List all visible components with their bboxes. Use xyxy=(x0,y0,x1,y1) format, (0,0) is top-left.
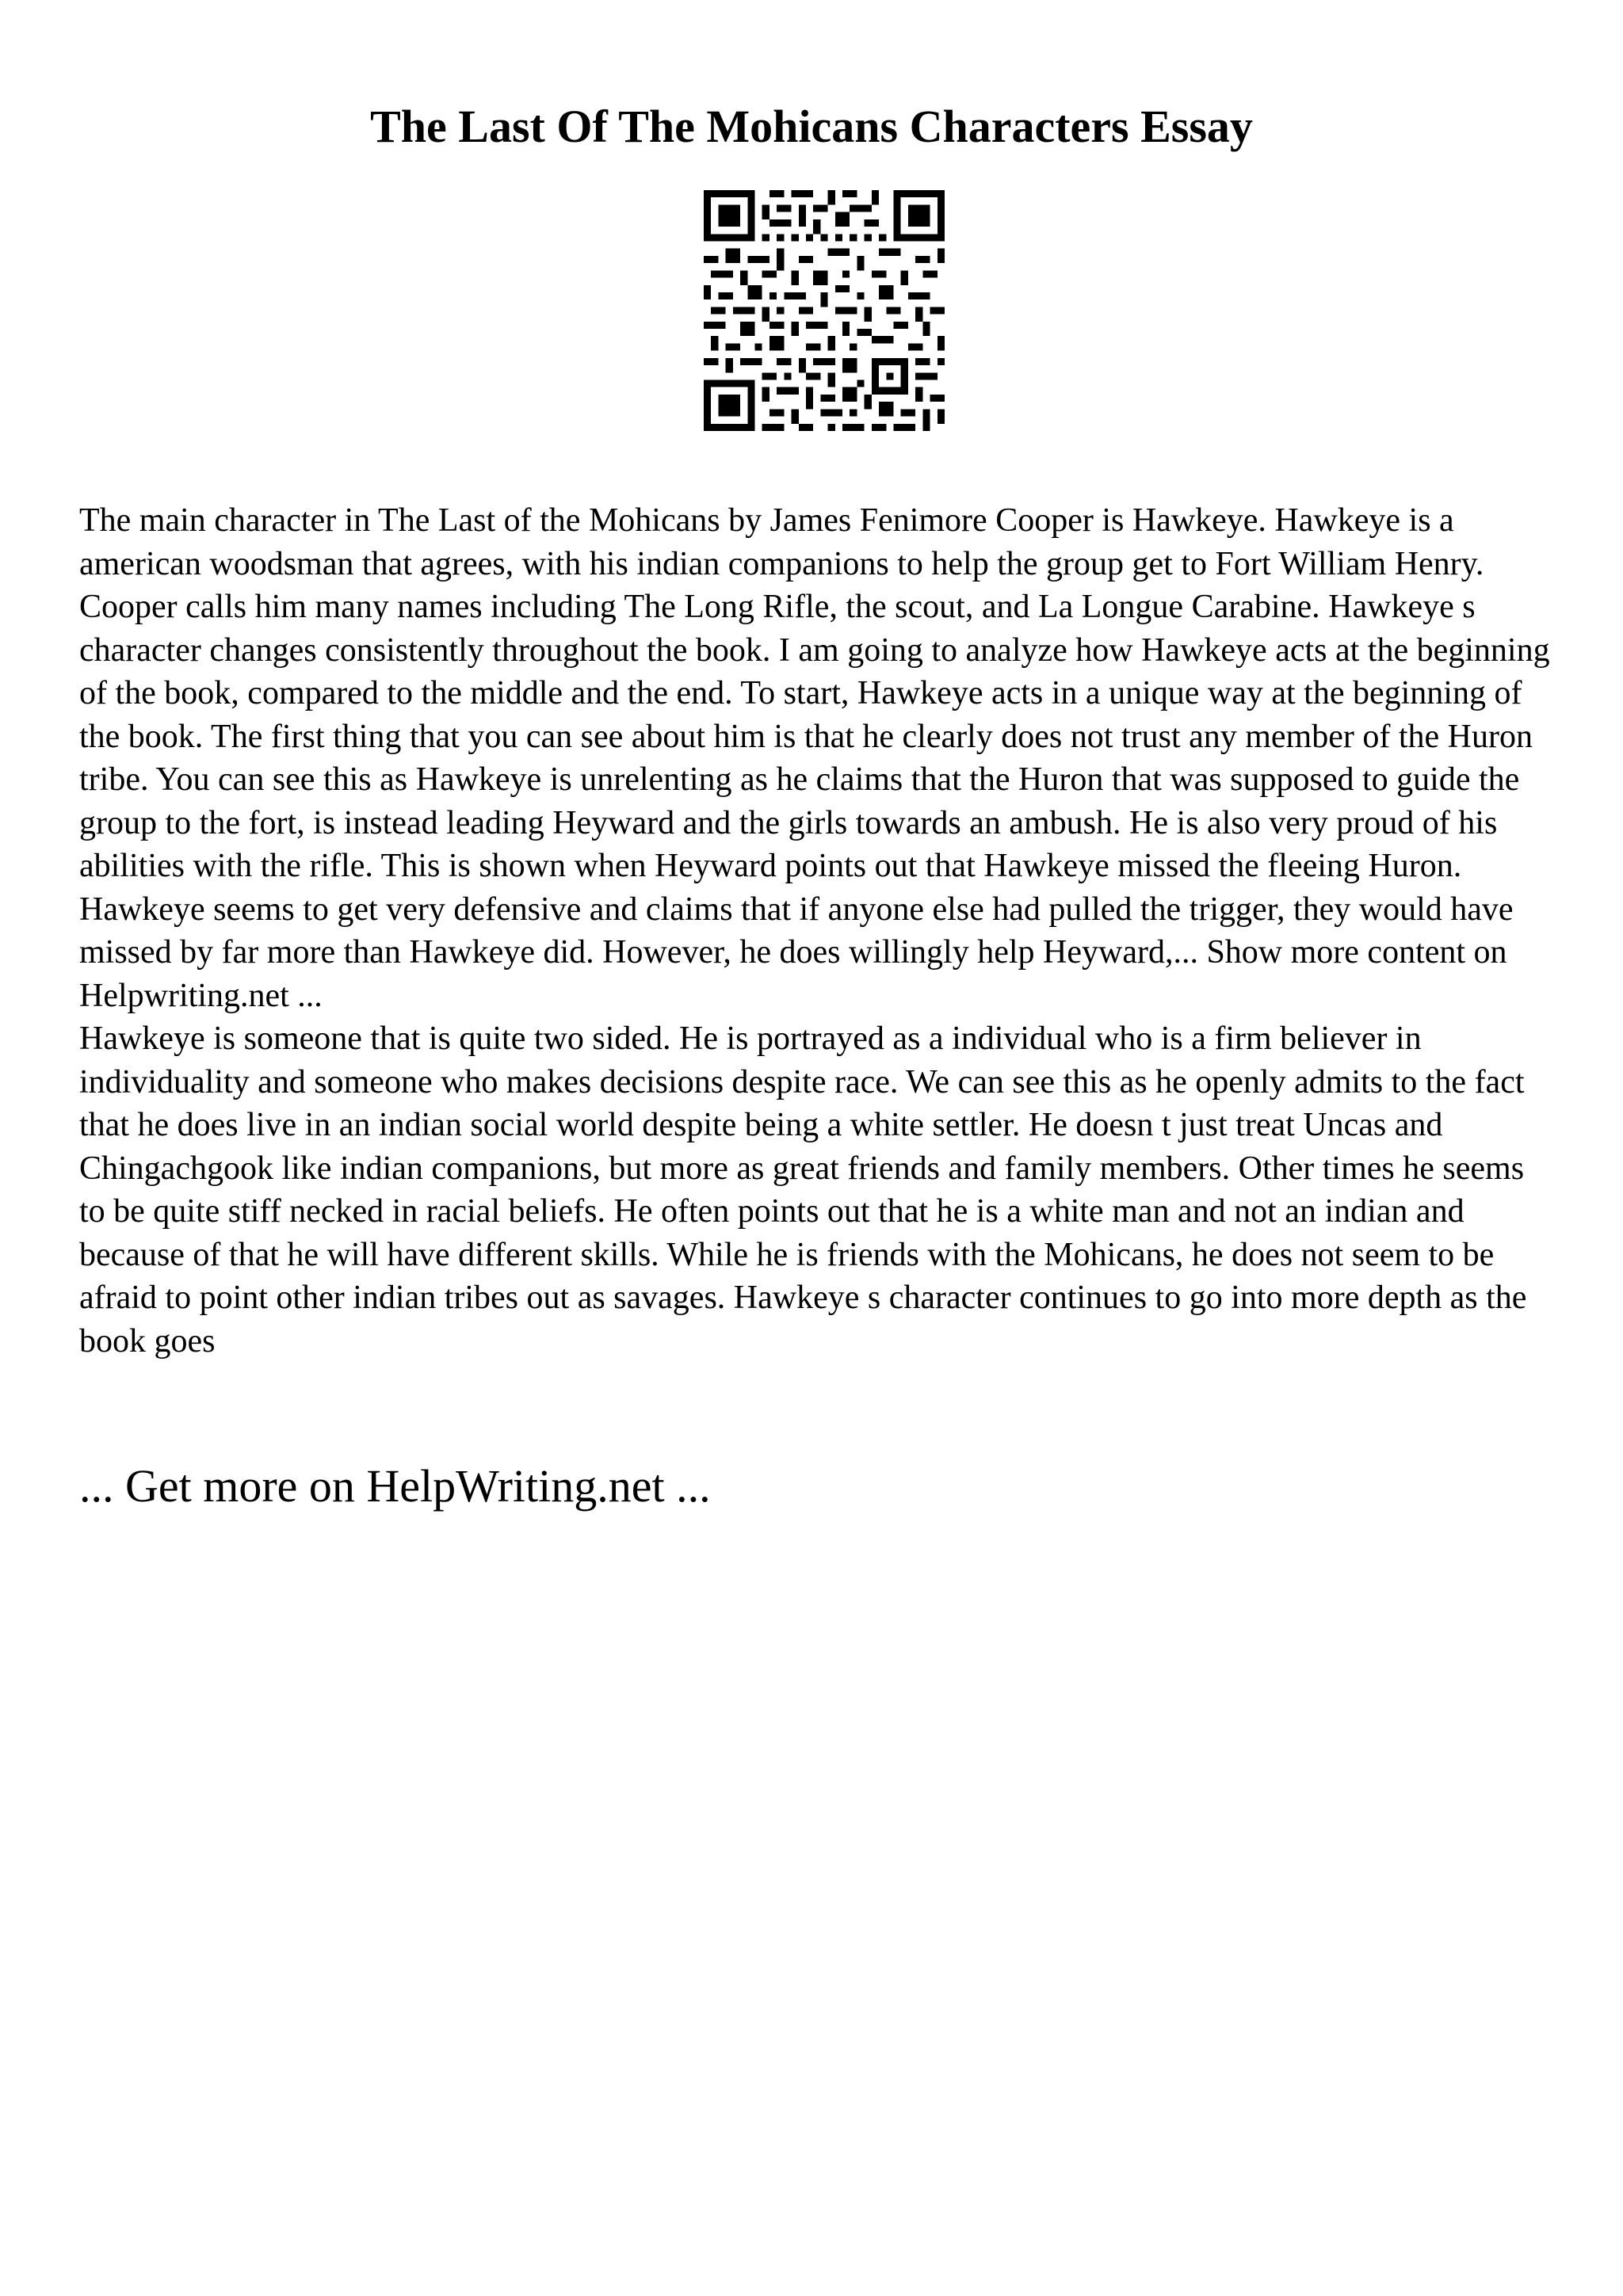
qr-code-icon[interactable] xyxy=(704,190,945,431)
document-title: The Last Of The Mohicans Characters Essay xyxy=(370,101,1253,152)
essay-paragraph-1: The main character in The Last of the Mohicans by James Fenimore Cooper is Hawkeye. Hawkeye is a american woodsman that agrees, with his indian companions to help the group get to Fort William Henry. Cooper calls him many names including The Long Rifle, the scout, and La Longue Carabine. Hawkeye s character changes consistently throughout the book. I am going to analyze how Hawkeye acts at the beginning of the book, compared to the middle and the end. To start, Hawkeye acts in a unique way at the beginning of the book. The first thing that you can see about him is that he clearly does not trust any member of the Huron tribe. You can see this as Hawkeye is unrelenting as he claims that the Huron that was supposed to guide the group to the fort, is instead leading Heyward and the girls towards an ambush. He is also very proud of his abilities with the rifle. This is shown when Heyward points out that Hawkeye missed the fleeing Huron. Hawkeye seems to get very defensive and claims that if anyone else had pulled the trigger, they would have missed by far more than Hawkeye did. However, he does willingly help Heyward,... Show more content on Helpwriting.net ... xyxy=(79,502,1550,1014)
qr-code-graphic xyxy=(704,190,945,431)
essay-paragraph-2: Hawkeye is someone that is quite two sided. He is portrayed as a individual who is a firm believer in individuality and someone who makes decisions despite race. We can see this as he openly admits to the fact that he does live in an indian social world despite being a white settler. He doesn t just treat Uncas and Chingachgook like indian companions, but more as great friends and family members. Other times he seems to be quite stiff necked in racial beliefs. He often points out that he is a white man and not an indian and because of that he will have different skills. While he is friends with the Mohicans, he does not seem to be afraid to point other indian tribes out as savages. Hawkeye s character continues to go into more depth as the book goes xyxy=(79,1020,1527,1360)
essay-body xyxy=(79,499,1553,1363)
get-more-link[interactable]: ... Get more on HelpWriting.net ... xyxy=(79,1460,711,1512)
